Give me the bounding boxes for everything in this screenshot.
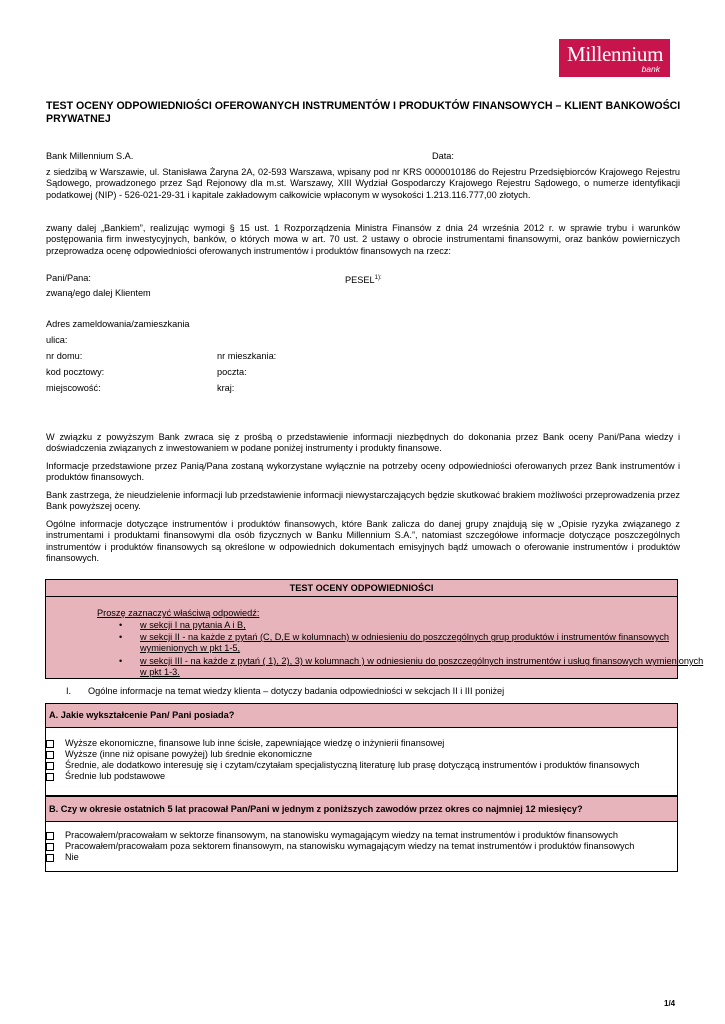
checkbox-a-3[interactable] — [46, 762, 54, 770]
info-paragraph-4: Ogólne informacje dotyczące instrumentów i produktów finansowych, które Bank zalicza do danej grupy znajdują się w „Opisie ryzyka związanego z instrumentami i produktami finansowymi dla osób fizycznych w Banku Millennium S.A.”, natomiast szczegółowe informacje dotyczące poszczególnych instrumentów i produktów finansowych są określone w odpowiednich dokumentach emisyjnych bądź umowach o oferowanie instrumentów i produktów finansowych. — [46, 519, 680, 564]
pesel-footnote: 1): — [374, 275, 382, 281]
checkbox-a-1[interactable] — [46, 740, 54, 748]
instruction-bullet-2: w sekcji II - na każde z pytań (C, D,E w kolumnach) w odniesieniu do poszczególnych grup produktów i instrumentów finansowych wymienionych w pkt 1-5, — [140, 632, 670, 653]
city-label: miejscowość: — [46, 383, 101, 393]
logo-brand: Millennium — [567, 42, 664, 66]
house-number-label: nr domu: — [46, 351, 83, 361]
checkbox-a-2[interactable] — [46, 751, 54, 759]
page-number: 1/4 — [664, 999, 676, 1008]
section-title: Ogólne informacje na temat wiedzy klienta – dotyczy badania odpowiedniości w sekcjach II i III poniżej — [88, 686, 505, 696]
section-number: I. — [66, 686, 72, 696]
checkbox-b-1[interactable] — [46, 832, 54, 840]
client-label: zwaną/ego dalej Klientem — [46, 288, 151, 298]
country-label: kraj: — [217, 383, 235, 393]
checkbox-b-3[interactable] — [46, 854, 54, 862]
address-heading: Adres zameldowania/zamieszkania — [46, 319, 190, 329]
millennium-logo — [559, 39, 670, 77]
info-paragraph-3: Bank zastrzega, że nieudzielenie informacji lub przedstawienie informacji niewystarczających będzie skutkować brakiem możliwości przeprowadzenia przez Bank powyższej oceny. — [46, 490, 680, 512]
instruction-bullet-3: w sekcji III - na każde z pytań ( 1), 2), 3) w kolumnach ) w odniesieniu do poszczególnych instrumentów i usług finansowych wymienionych w pkt 1-3. — [140, 656, 704, 677]
option-a-3-label: Średnie, ale dodatkowo interesuję się i czytam/czytałam specjalistyczną literaturę lub prasę dotyczącą instrumentów i produktów finansowych — [65, 760, 640, 770]
apartment-number-label: nr mieszkania: — [217, 351, 277, 361]
option-b-2-label: Pracowałem/pracowałam poza sektorem finansowym, na stanowisku wymagającym wiedzy na temat instrumentów i produktów finansowych — [65, 841, 635, 851]
bullet-icon: • — [119, 620, 123, 630]
instruction-bullet-1: w sekcji I na pytania A i B, — [140, 620, 246, 630]
logo-sub: bank — [641, 64, 660, 74]
intro-paragraph-1: z siedzibą w Warszawie, ul. Stanisława Żaryna 2A, 02-593 Warszawa, wpisany pod nr KRS 0000010186 do Rejestru Przedsiębiorców Krajowego Rejestru Sądowego, prowadzonego przez Sąd Rejonowy dla m.st. Warszawy, XIII Wydział Gospodarczy Krajowego Rejestru Sądowego, o numerze identyfikacji podatkowej (NIP) - 526-021-29-31 i kapitale zakładowym całkowicie wpłaconym w wysokości 1.213.116.777,00 złotych. — [46, 167, 680, 200]
bullet-icon: • — [119, 632, 123, 642]
option-a-4-label: Średnie lub podstawowe — [65, 771, 166, 781]
pesel-label — [345, 272, 382, 286]
post-office-label: poczta: — [217, 367, 247, 377]
checkbox-b-2[interactable] — [46, 843, 54, 851]
question-a-header: A. Jakie wykształcenie Pan/ Pani posiada? — [45, 703, 678, 728]
client-name-label: Pani/Pana: — [46, 273, 91, 283]
option-b-1-label: Pracowałem/pracowałam w sektorze finansowym, na stanowisku wymagającym wiedzy na temat instrumentów i produktów finansowych — [65, 830, 619, 840]
instruction-text: Proszę zaznaczyć właściwą odpowiedź: — [97, 608, 260, 618]
test-instructions-box — [45, 597, 704, 679]
option-a-2-label: Wyższe (inne niż opisane powyżej) lub średnie ekonomiczne — [65, 749, 313, 759]
pesel-text: PESEL — [345, 275, 375, 286]
street-label: ulica: — [46, 335, 68, 345]
option-b-3-label: Nie — [65, 852, 79, 862]
test-header: TEST OCENY ODPOWIEDNIOŚCI — [45, 579, 678, 597]
bank-name: Bank Millennium S.A. — [46, 151, 134, 161]
info-paragraph-1: W związku z powyższym Bank zwraca się z prośbą o przedstawienie informacji niezbędnych do dokonania przez Bank oceny Pani/Pana wiedzy i doświadczenia związanych z inwestowaniem w podane poniżej instrumenty i produkty finansowe. — [46, 432, 680, 454]
checkbox-a-4[interactable] — [46, 773, 54, 781]
postal-code-label: kod pocztowy: — [46, 367, 105, 377]
bullet-icon: • — [119, 656, 123, 666]
info-paragraph-2: Informacje przedstawione przez Panią/Pana zostaną wykorzystane wyłącznie na potrzeby oceny odpowiedniości oferowanych przez Bank instrumentów i produktów finansowych. — [46, 461, 680, 483]
option-a-1-label: Wyższe ekonomiczne, finansowe lub inne ścisłe, zapewniające wiedzę o inżynierii finansowej — [65, 738, 445, 748]
date-label: Data: — [432, 151, 454, 161]
question-b-header: B. Czy w okresie ostatnich 5 lat pracował Pan/Pani w jednym z poniższych zawodów przez okres co najmniej 12 miesięcy? — [45, 796, 678, 822]
intro-paragraph-2: zwany dalej „Bankiem”, realizując wymogi § 15 ust. 1 Rozporządzenia Ministra Finansów z dnia 24 września 2012 r. w sprawie trybu i warunków postępowania firm inwestycyjnych, banków, o których mowa w art. 70 ust. 2 ustawy o obrocie instrumentami finansowymi, oraz banków powierniczych przeprowadza ocenę odpowiedniości oferowanych instrumentów i produktów finansowych na rzecz: — [46, 223, 680, 256]
page-title: TEST OCENY ODPOWIEDNIOŚCI OFEROWANYCH INSTRUMENTÓW I PRODUKTÓW FINANSOWYCH – KLIENT BANKOWOŚCI PRYWATNEJ — [46, 100, 681, 125]
